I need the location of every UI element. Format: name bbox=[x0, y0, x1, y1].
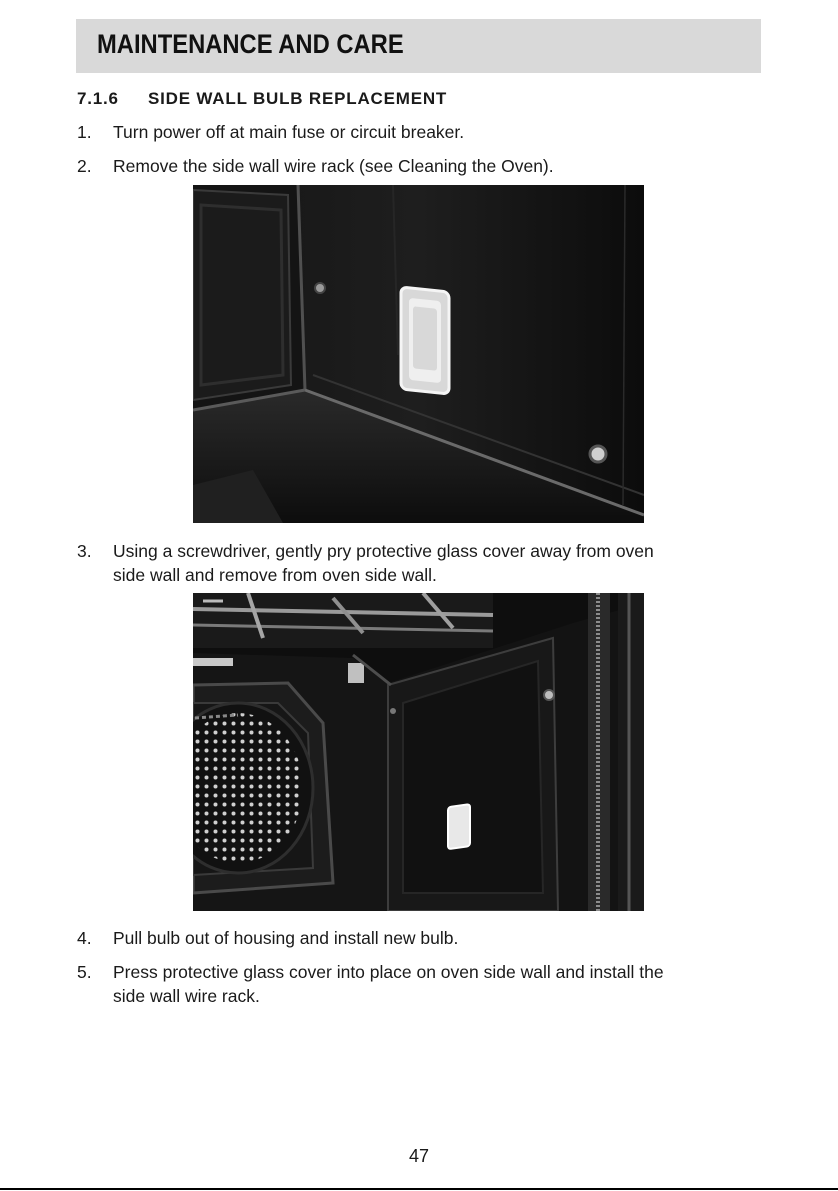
bottom-divider bbox=[0, 1188, 838, 1190]
step-text: Using a screwdriver, gently pry protective glass cover away from oven bbox=[113, 541, 654, 561]
step-number: 5. bbox=[77, 962, 92, 982]
page-title: MAINTENANCE AND CARE bbox=[97, 29, 404, 59]
step-number: 2. bbox=[77, 156, 92, 176]
section-banner bbox=[76, 19, 761, 73]
page-number: 47 bbox=[408, 1146, 430, 1166]
section-number: 7.1.6 bbox=[77, 89, 119, 108]
step-text: side wall and remove from oven side wall. bbox=[113, 565, 437, 585]
step-text: side wall wire rack. bbox=[113, 986, 260, 1006]
step-number: 1. bbox=[77, 122, 92, 142]
section-title: SIDE WALL BULB REPLACEMENT bbox=[148, 89, 448, 108]
step-text: Pull bulb out of housing and install new bulb. bbox=[113, 928, 459, 948]
oven-side-wall-illustration bbox=[193, 185, 644, 523]
step-text: Remove the side wall wire rack (see Cleaning the Oven). bbox=[113, 156, 554, 176]
step-text: Press protective glass cover into place on oven side wall and install the bbox=[113, 962, 664, 982]
section-heading bbox=[77, 89, 447, 109]
step-text: Turn power off at main fuse or circuit breaker. bbox=[113, 122, 465, 142]
step-number: 4. bbox=[77, 928, 92, 948]
oven-side-wall-photo bbox=[193, 185, 644, 523]
oven-interior-photo bbox=[193, 593, 644, 911]
step-number: 3. bbox=[77, 541, 92, 561]
oven-interior-illustration bbox=[193, 593, 644, 911]
